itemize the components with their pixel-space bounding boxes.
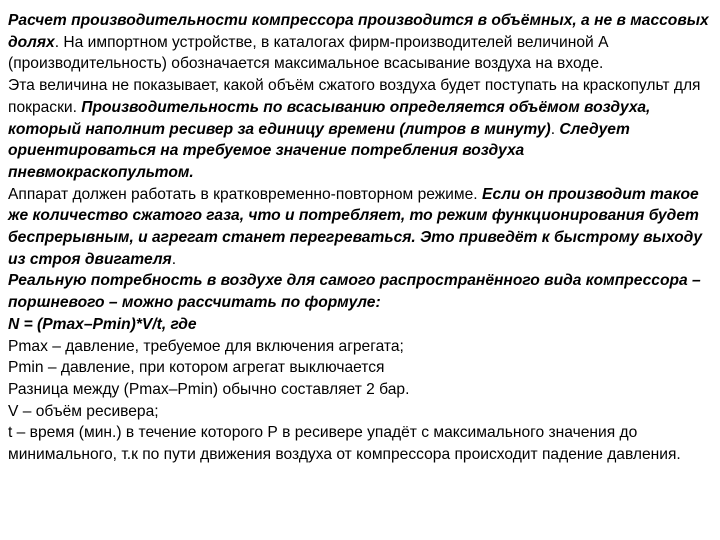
calculation-basis-text: . На импортном устройстве, в каталогах фирм-производителей величиной А (производительность) обозначается максимальное всасывание воздуха на входе. (8, 33, 609, 73)
paragraph-suction-capacity (8, 75, 712, 184)
paragraph-operating-mode (8, 184, 712, 271)
suction-separator-text: . (550, 120, 560, 138)
definition-time: t – время (мин.) в течение которого Р в ресивере упадёт с максимального значения до минимального, т.к по пути движения воздуха от компрессора происходит падение давления. (8, 424, 681, 464)
paragraph-formula-intro (8, 270, 712, 313)
formula: N = (Pmax–Pmin)*V/t, где (8, 315, 197, 333)
suction-definition-emphasis: Производительность по всасыванию определяется объёмом воздуха, который наполнит ресивер за единицу времени (литров в минуту) (8, 98, 651, 138)
paragraph-calculation-basis (8, 10, 712, 75)
operating-mode-end: . (171, 250, 177, 268)
overheating-warning-emphasis: Если он производит такое же количество сжатого газа, что и потребляет, то режим функционирования будет беспрерывным, и агрегат станет перегреваться. Это приведёт к быстрому выходу из строя двигателя (8, 185, 702, 268)
definition-receiver-volume: V – объём ресивера; (8, 402, 159, 420)
document-text (8, 10, 712, 466)
suction-intro-text: Эта величина не показывает, какой объём сжатого воздуха будет поступать на краскопульт для покраски. (8, 77, 701, 116)
formula-intro-emphasis: Реальную потребность в воздухе для самого распространённого вида компрессора – поршневого – можно рассчитать по формуле: (8, 272, 701, 312)
operating-mode-text: Аппарат должен работать в кратковременно-повторном режиме. (8, 185, 482, 203)
definition-pressure-difference: Разница между (Pmax–Pmin) обычно составляет 2 бар. (8, 380, 410, 398)
suction-guidance-emphasis: Следует ориентироваться на требуемое значение потребления воздуха пневмокраскопультом. (8, 120, 630, 181)
definition-pmax: Pmax – давление, требуемое для включения агрегата; (8, 337, 404, 355)
definition-pmin: Pmin – давление, при котором агрегат выключается (8, 359, 385, 377)
calculation-basis-emphasis: Расчет производительности компрессора производится в объёмных, а не в массовых долях (8, 12, 709, 51)
